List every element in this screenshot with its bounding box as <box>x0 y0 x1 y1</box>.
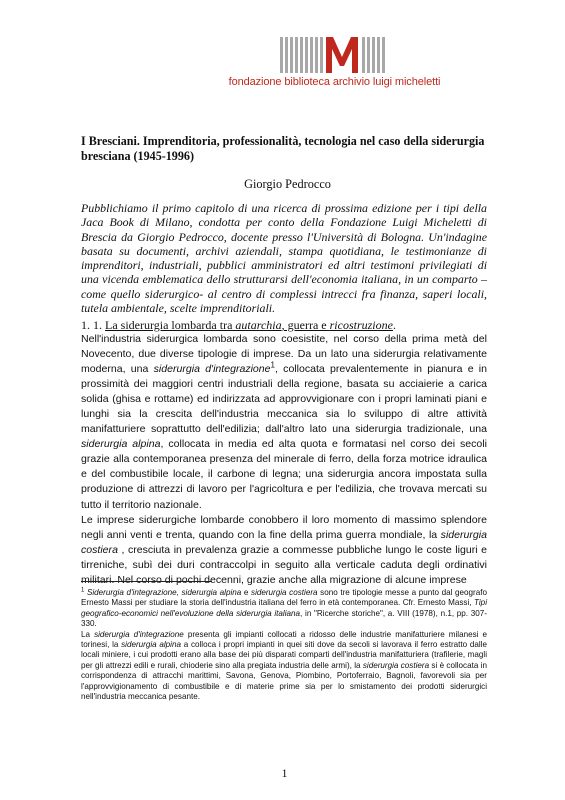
foundation-logo <box>280 37 390 73</box>
text-run: a colloca i propri impianti in quei siti dove da secoli si lavorava il ferro estratto dalle locali miniere, i cui prodotti erano alla base dei più disparati comparti dell'industria manifatturiera (trafilerie, magli per gli attrezzi edili e rurali, chioderie sino alla pregiata industria delle armi), la <box>81 640 487 670</box>
section-heading <box>81 318 487 332</box>
text-run: , collocata prevalentemente in pianura e in prossimità dei maggiori centri industriali della regione, basata su acciaierie a carica solida (ghisa e rottame) ed indirizzata ad approvvigionare con i propri laminati piani e lunghi sia la crescita dell'industria meccanica sia lo sviluppo di altre attività manifatturiere soprattutto dell'edilizia; dall'altro lato una siderurgia tradizionale, una <box>81 363 488 436</box>
italic-term: siderurgia d'integrazione <box>153 363 271 376</box>
text-run: , collocata in media ed alta quota e formatasi nel corso dei secoli grazie alla contemporanea presenza del minerale di ferro, della forza motrice idraulica e del combustibile locale, il carbone di legna; una siderurgia ancora impostata sulla produzione di attrezzi di lavoro per l'agricoltura e per l'edilizia, che trovava mercati su tutto il territorio nazionale. <box>81 438 487 511</box>
section-number: 1. 1. <box>81 318 105 332</box>
italic-term: siderurgia costiera <box>81 528 487 556</box>
section-title-end: . <box>392 318 396 332</box>
italic-term: Tipi geografico-economici nell'evoluzione della siderurgia italiana <box>81 598 487 618</box>
text-run: sono tre tipologie messe a punto dal geografo Ernesto Massi per studiare la storia dell'industria italiana del ferro in età contemporanea. Cfr. Ernesto Massi, <box>81 588 488 608</box>
section-title <box>105 318 393 332</box>
footnotes <box>81 588 487 702</box>
footnote-continuation <box>81 630 487 703</box>
footnote-separator <box>81 581 212 582</box>
italic-term: siderurgia alpina <box>81 438 161 451</box>
footnote-reference: 1 <box>270 360 275 370</box>
article-title: I Bresciani. Imprenditoria, professionalità, tecnologia nel caso della siderurgia bresciana (1945-1996) <box>81 134 485 163</box>
footnote <box>81 588 487 630</box>
italic-term: siderurgia alpina <box>121 640 181 650</box>
italic-term: siderurgia costiera <box>251 588 318 597</box>
section-title-part: La siderurgia lombarda tra <box>105 318 236 332</box>
page-number: 1 <box>281 766 288 780</box>
text-run: Le imprese siderurgiche lombarde conobbero il loro momento di massimo splendore negli anni venti e trenta, quando con la fine della prima guerra mondiale, la <box>81 513 487 541</box>
body-paragraph <box>81 332 487 513</box>
italic-term: siderurgia costiera <box>362 660 430 670</box>
text-run: e <box>241 588 252 597</box>
text-run: Nell'industria siderurgica lombarda sono coesistite, nel corso della prima metà del Novecento, due diverse tipologie di imprese. Da un lato una siderurgia relativamente moderna, una <box>81 333 487 376</box>
text-run: si è collocata in corrispondenza di attracchi marittimi, Savona, Genova, Piombino, Portoferraio, Bagnoli, favorevoli sia per l'approvvigionamento di combustibile e di materie prime sia per lo smistamento dei prodotti siderurgici nell'industria meccanica pesante. <box>81 660 487 702</box>
italic-term: Siderurgia d'integrazione, siderurgia alpina <box>84 588 242 597</box>
section-title-italic: ricostruzione <box>329 318 393 332</box>
text-run: presenta gli impianti collocati a ridosso delle industrie manifatturiere milanesi e torinesi, la <box>81 629 487 650</box>
text-run: , cresciuta in prevalenza grazie a commesse pubbliche lungo le coste liguri e tirreniche, subì dei duri contraccolpi in seguito alla verticale caduta degli ordinativi militari. Nel corso di pochi decenni, grazie anche alla migrazione di alcune imprese <box>81 543 487 586</box>
section-title-italic: autarchia <box>235 318 282 332</box>
section-title-part: , guerra e <box>281 318 330 332</box>
article-author: Giorgio Pedrocco <box>244 177 331 191</box>
logo-caption: fondazione biblioteca archivio luigi micheletti <box>228 76 441 88</box>
text-run: La <box>81 629 95 639</box>
article-body <box>81 318 487 588</box>
text-run: , in "Ricerche storiche", a. VIII (1978), n.1, pp. 307-330. <box>81 608 487 629</box>
foundation-logo-mark <box>280 37 390 73</box>
footnote-number: 1 <box>81 587 85 594</box>
italic-term: siderurgia d'integrazione <box>94 629 184 639</box>
body-paragraph <box>81 513 487 588</box>
article-abstract: Pubblichiamo il primo capitolo di una ricerca di prossima edizione per i tipi della Jaca Book di Milano, condotta per conto della Fondazione Luigi Micheletti di Brescia da Giorgio Pedrocco, docente presso l'Università di Bologna. Un'indagine basata su documenti, archivi aziendali, stampa quotidiana, le testimonianze di imprenditori, industriali, pubblici amministratori ed altri testimoni privilegiati di una vicenda emblematica dello strutturarsi dell'economia italiana, in un comparto –come quello siderurgico- al centro di complessi intrecci fra finanza, saperi locali, tutela ambientale, scelte imprenditoriali. <box>81 201 487 316</box>
